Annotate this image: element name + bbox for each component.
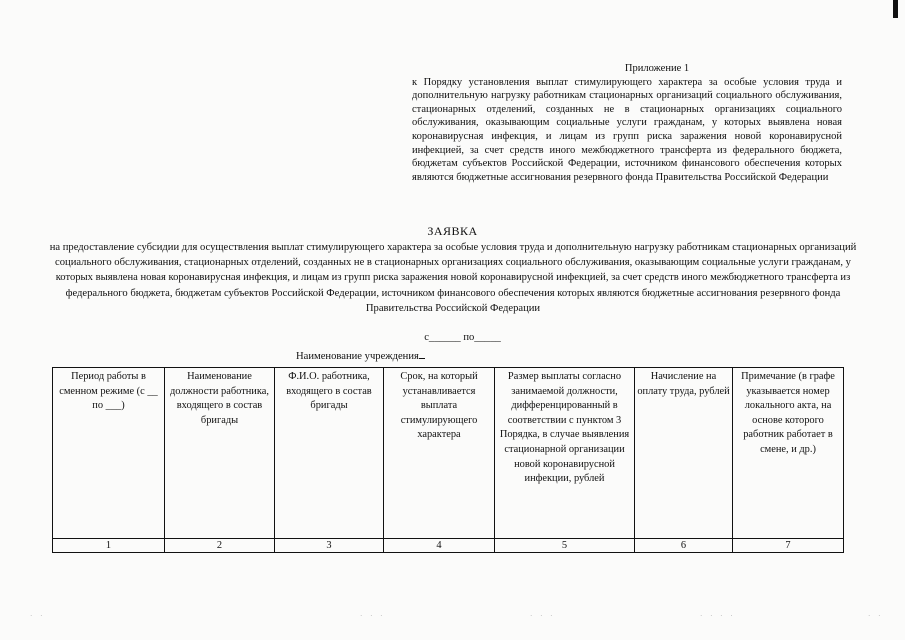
column-header: Наименование должности работника, входящего в состав бригады — [165, 368, 275, 539]
column-number: 2 — [165, 539, 275, 553]
appendix-block — [412, 62, 842, 184]
form-title: ЗАЯВКА — [427, 224, 478, 238]
appendix-text: к Порядку установления выплат стимулирующего характера за особые условия труда и дополнительную нагрузку работникам стационарных организаций социального обслуживания, стационарных отделений, созданных не в стационарных организациях социального обслуживания, оказывающим социальные услуги гражданам, у которых выявлена новая коронавирусная инфекция, и лицам из групп риска заражения новой коронавирусной инфекцией, за счет средств иного межбюджетного трансферта из федерального бюджета, бюджетам субъектов Российской Федерации, источником финансового обеспечения которых являются бюджетные ассигнования резервного фонда Правительства Российской Федерации — [412, 76, 842, 183]
column-number: 6 — [635, 539, 733, 553]
scan-edge-mark — [893, 0, 898, 18]
column-header: Срок, на который устанавливается выплата стимулирующего характера — [384, 368, 495, 539]
form-description: на предоставление субсидии для осуществления выплат стимулирующего характера за особые условия труда и дополнительную нагрузку работникам стационарных организаций социального обслуживания, стационарных отделений, созданных не в стационарных организациях социального обслуживания, оказывающим социальные услуги гражданам, у которых выявлена новая коронавирусная инфекция, и лицам из групп риска заражения новой коронавирусной инфекцией, за счет средств иного межбюджетного трансферта из федерального бюджета, бюджетам субъектов Российской Федерации, источником финансового обеспечения которых являются бюджетные ассигнования резервного фонда Правительства Российской Федерации — [49, 242, 857, 314]
scan-noise: · · · · — [700, 612, 736, 620]
column-number: 4 — [384, 539, 495, 553]
institution-label-text: Наименование учреждения — [296, 351, 419, 362]
column-header: Ф.И.О. работника, входящего в состав бригады — [275, 368, 384, 539]
column-header: Период работы в сменном режиме (с __ по ___) — [53, 368, 165, 539]
column-number: 3 — [275, 539, 384, 553]
scan-noise: · · · — [530, 612, 556, 620]
column-number: 7 — [733, 539, 844, 553]
table-number-row — [53, 539, 844, 553]
institution-blank — [419, 358, 425, 359]
institution-label — [296, 351, 425, 362]
table-header-row — [53, 368, 844, 539]
column-number: 5 — [495, 539, 635, 553]
column-number: 1 — [53, 539, 165, 553]
scan-noise: · · — [30, 612, 46, 620]
column-header: Примечание (в графе указывается номер локального акта, на основе которого работник работает в смене, и др.) — [733, 368, 844, 539]
appendix-heading: Приложение 1 — [624, 63, 690, 74]
application-table — [52, 367, 844, 553]
scan-noise: · · · — [360, 612, 386, 620]
scan-noise: · · — [868, 612, 884, 620]
column-header: Размер выплаты согласно занимаемой должности, дифференцированный в соответствии с пунктом 3 Порядка, в случае выявления стационарной организации новой коронавирусной инфекции, рублей — [495, 368, 635, 539]
form-period: с______ по_____ — [424, 332, 501, 343]
column-header: Начисление на оплату труда, рублей — [635, 368, 733, 539]
